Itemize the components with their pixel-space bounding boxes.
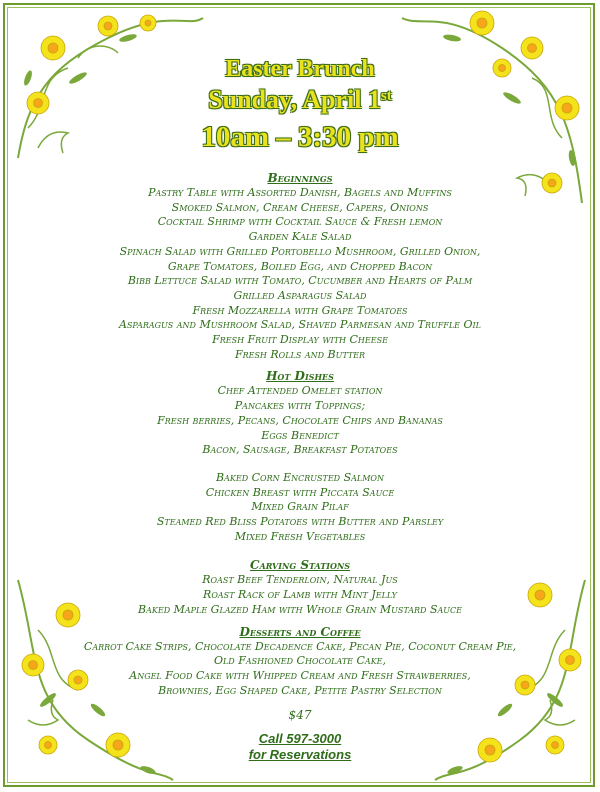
menu-item: Asparagus and Mushroom Salad, Shaved Parmesan and Truffle Oil [119, 318, 481, 332]
menu-item: Angel Food Cake with Whipped Cream and Fresh Strawberries, [129, 668, 471, 682]
menu-item: Fresh berries, Pecans, Chocolate Chips and Bananas [157, 413, 443, 427]
menu-item: Smoked Salmon, Cream Cheese, Capers, Onions [171, 200, 429, 214]
menu-item: Fresh Mozzarella with Grape Tomatoes [192, 303, 408, 317]
menu-item: Brownies, Egg Shaped Cake, Petite Pastry Selection [158, 683, 442, 697]
section-title-hot-dishes: Hot Dishes [266, 369, 334, 384]
menu-item: Mixed Fresh Vegetables [234, 529, 366, 543]
menu-item: Grape Tomatoes, Boiled Egg, and Chopped Bacon [167, 259, 433, 273]
reservation-call [40, 731, 560, 763]
reservation-phone: Call 597-3000 [258, 731, 342, 747]
menu-item: Roast Beef Tenderloin, Natural Jus [202, 573, 398, 587]
event-title: Easter Brunch [225, 56, 375, 82]
menu-item: Baked Maple Glazed Ham with Whole Grain Mustard Sauce [138, 602, 462, 616]
section-title-beginnings: Beginnings [267, 171, 333, 185]
menu-item: Carrot Cake Strips, Chocolate Decadence Cake, Pecan Pie, Coconut Cream Pie, [83, 639, 517, 653]
menu-item: Fresh Rolls and Butter [234, 347, 366, 361]
menu-item: Fresh Fruit Display with Cheese [212, 333, 388, 347]
menu-item: Mixed Grain Pilaf [251, 500, 349, 514]
menu-item: Pancakes with Toppings; [234, 399, 366, 413]
event-date-main: Sunday, April 1 [208, 85, 381, 114]
menu-item: Baked Corn Encrusted Salmon [216, 470, 384, 484]
reservation-note: for Reservations [248, 747, 352, 763]
event-date [0, 83, 600, 117]
menu-item: Spinach Salad with Grilled Portobello Mushroom, Grilled Onion, [119, 244, 481, 258]
menu-item: Chef Attended Omelet station [217, 384, 383, 398]
menu-item: Bacon, Sausage, Breakfast Potatoes [202, 443, 398, 457]
menu-item: Bibb Lettuce Salad with Tomato, Cucumber and Hearts of Palm [127, 274, 473, 288]
menu-item: Garden Kale Salad [248, 230, 352, 244]
section-title-carving-stations: Carving Stations [249, 558, 351, 573]
event-hours: 10am – 3:30 pm [201, 121, 399, 153]
section-title-desserts: Desserts and Coffee [239, 624, 361, 639]
menu-body [40, 170, 560, 763]
menu-item: Pastry Table with Assorted Danish, Bagels and Muffins [148, 186, 452, 199]
menu-item: Chicken Breast with Piccata Sauce [205, 485, 395, 499]
menu-item: Steamed Red Bliss Potatoes with Butter and Parsley [156, 515, 444, 529]
title-block [0, 55, 600, 157]
menu-item: Roast Rack of Lamb with Mint Jelly [203, 588, 397, 602]
menu-item: Cocktail Shrimp with Cocktail Sauce & Fresh lemon [157, 215, 443, 229]
menu-item: Grilled Asparagus Salad [233, 288, 367, 302]
event-date-suffix: st [380, 88, 392, 104]
price: $47 [288, 708, 312, 723]
menu-item: Old Fashioned Chocolate Cake, [213, 654, 387, 668]
menu-item: Eggs Benedict [261, 428, 339, 442]
